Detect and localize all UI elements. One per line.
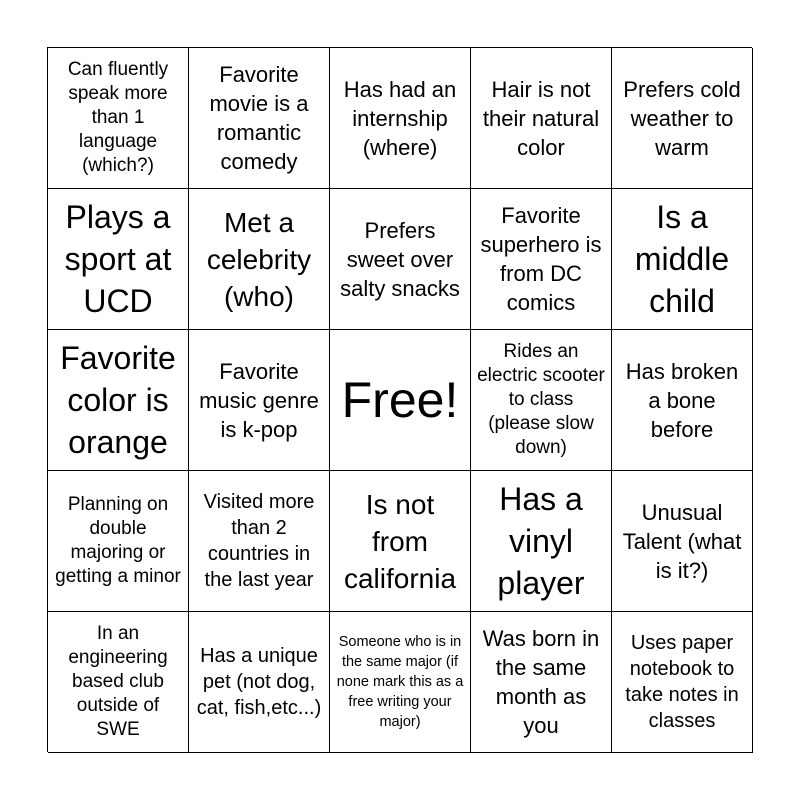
bingo-cell-8[interactable] — [330, 189, 471, 330]
bingo-cell-text: Is a middle child — [634, 199, 730, 319]
bingo-cell-1[interactable] — [48, 48, 189, 189]
bingo-cell-17[interactable] — [189, 471, 330, 612]
bingo-cell-20[interactable] — [612, 471, 753, 612]
bingo-cell-text: Favorite movie is a romantic comedy — [209, 62, 309, 174]
bingo-cell-text: Uses paper notebook to take notes in classes — [625, 632, 739, 732]
bingo-cell-22[interactable] — [189, 612, 330, 753]
bingo-cell-10[interactable] — [612, 189, 753, 330]
bingo-cell-text: Is not from california — [343, 488, 457, 594]
bingo-cell-text: Prefers cold weather to warm — [623, 76, 741, 160]
bingo-cell-text: In an engineering based club outside of SWE — [68, 623, 168, 740]
bingo-cell-11[interactable] — [48, 330, 189, 471]
bingo-cell-text: Visited more than 2 countries in the last year — [203, 491, 315, 591]
bingo-cell-14[interactable] — [471, 330, 612, 471]
bingo-board — [47, 47, 752, 752]
bingo-cell-2[interactable] — [189, 48, 330, 189]
bingo-cell-16[interactable] — [48, 471, 189, 612]
bingo-cell-5[interactable] — [612, 48, 753, 189]
free-space-cell[interactable] — [330, 330, 471, 471]
bingo-cell-text: Rides an electric scooter to class (please slow down) — [477, 341, 605, 458]
bingo-cell-6[interactable] — [48, 189, 189, 330]
bingo-cell-7[interactable] — [189, 189, 330, 330]
bingo-cell-text: Hair is not their natural color — [482, 76, 600, 160]
bingo-cell-text: Planning on double majoring or getting a minor — [55, 494, 181, 587]
bingo-cell-12[interactable] — [189, 330, 330, 471]
bingo-cell-21[interactable] — [48, 612, 189, 753]
bingo-cell-text: Has a unique pet (not dog, cat, fish,etc...) — [196, 645, 322, 719]
bingo-cell-text: Unusual Talent (what is it?) — [622, 499, 742, 583]
bingo-cell-text: Has had an internship (where) — [343, 76, 457, 160]
bingo-cell-25[interactable] — [612, 612, 753, 753]
bingo-cell-text: Plays a sport at UCD — [64, 199, 172, 319]
bingo-cell-text: Has broken a bone before — [625, 358, 739, 442]
bingo-cell-text: Prefers sweet over salty snacks — [340, 217, 460, 301]
bingo-cell-3[interactable] — [330, 48, 471, 189]
bingo-cell-24[interactable] — [471, 612, 612, 753]
bingo-cell-18[interactable] — [330, 471, 471, 612]
bingo-cell-text: Met a celebrity (who) — [206, 206, 312, 312]
bingo-cell-23[interactable] — [330, 612, 471, 753]
bingo-cell-text: Has a vinyl player — [497, 481, 585, 601]
bingo-cell-text: Favorite superhero is from DC comics — [480, 203, 602, 315]
bingo-cell-15[interactable] — [612, 330, 753, 471]
bingo-cell-text: Favorite music genre is k-pop — [199, 358, 319, 442]
bingo-cell-text: Someone who is in the same major (if none mark this as a free writing your major) — [336, 634, 464, 730]
free-space-text: Free! — [341, 372, 459, 428]
bingo-cell-19[interactable] — [471, 471, 612, 612]
bingo-cell-text: Favorite color is orange — [60, 340, 176, 460]
bingo-cell-4[interactable] — [471, 48, 612, 189]
bingo-cell-text: Can fluently speak more than 1 language (which?) — [67, 59, 169, 176]
bingo-cell-9[interactable] — [471, 189, 612, 330]
bingo-cell-text: Was born in the same month as you — [482, 626, 600, 738]
